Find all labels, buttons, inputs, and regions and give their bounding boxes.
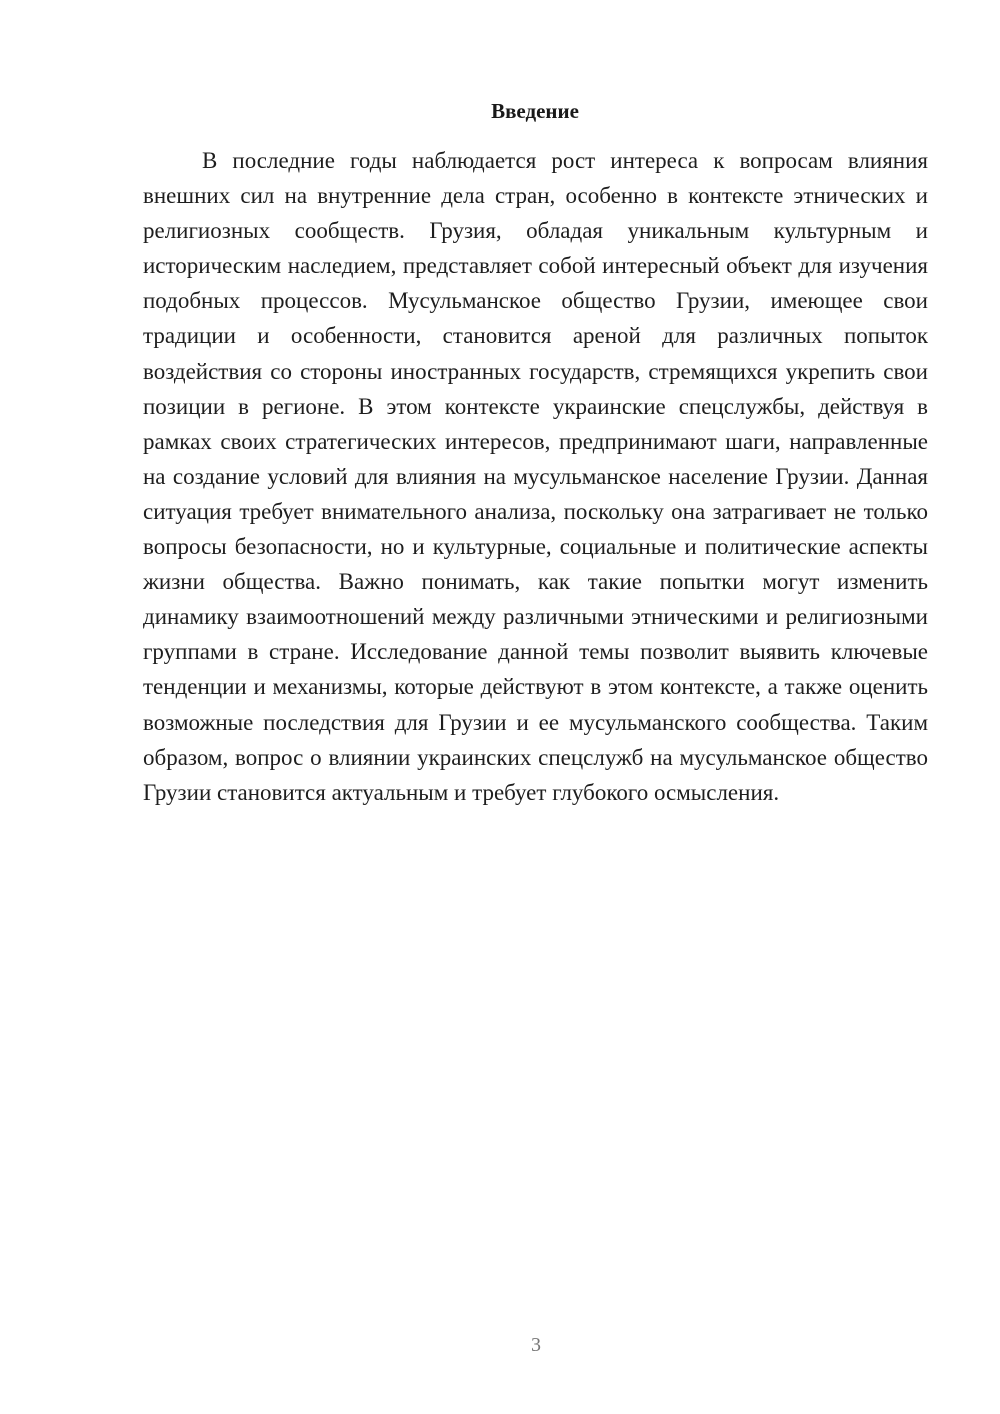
introduction-paragraph: В последние годы наблюдается рост интереса к вопросам влияния внешних сил на внутренние дела стран, особенно в контексте этнических и религиозных сообществ. Грузия, обладая уникальным культурным и историческим наследием, представляет собой интересный объект для изучения подобных процессов. Мусульманское общество Грузии, имеющее свои традиции и особенности, становится ареной для различных попыток воздействия со стороны иностранных государств, стремящихся укрепить свои позиции в регионе. В этом контексте украинские спецслужбы, действуя в рамках своих стратегических интересов, предпринимают шаги, направленные на создание условий для влияния на мусульманское население Грузии. Данная ситуация требует внимательного анализа, поскольку она затрагивает не только вопросы безопасности, но и культурные, социальные и политические аспекты жизни общества. Важно понимать, как такие попытки могут изменить динамику взаимоотношений между различными этническими и религиозными группами в стране. Исследование данной темы позволит выявить ключевые тенденции и механизмы, которые действуют в этом контексте, а также оценить возможные последствия для Грузии и ее мусульманского сообщества. Таким образом, вопрос о влиянии украинских спецслужб на мусульманское общество Грузии становится актуальным и требует глубокого осмысления.	[143, 148, 928, 805]
section-heading: Введение	[491, 99, 579, 123]
page-number: 3	[531, 1334, 541, 1356]
